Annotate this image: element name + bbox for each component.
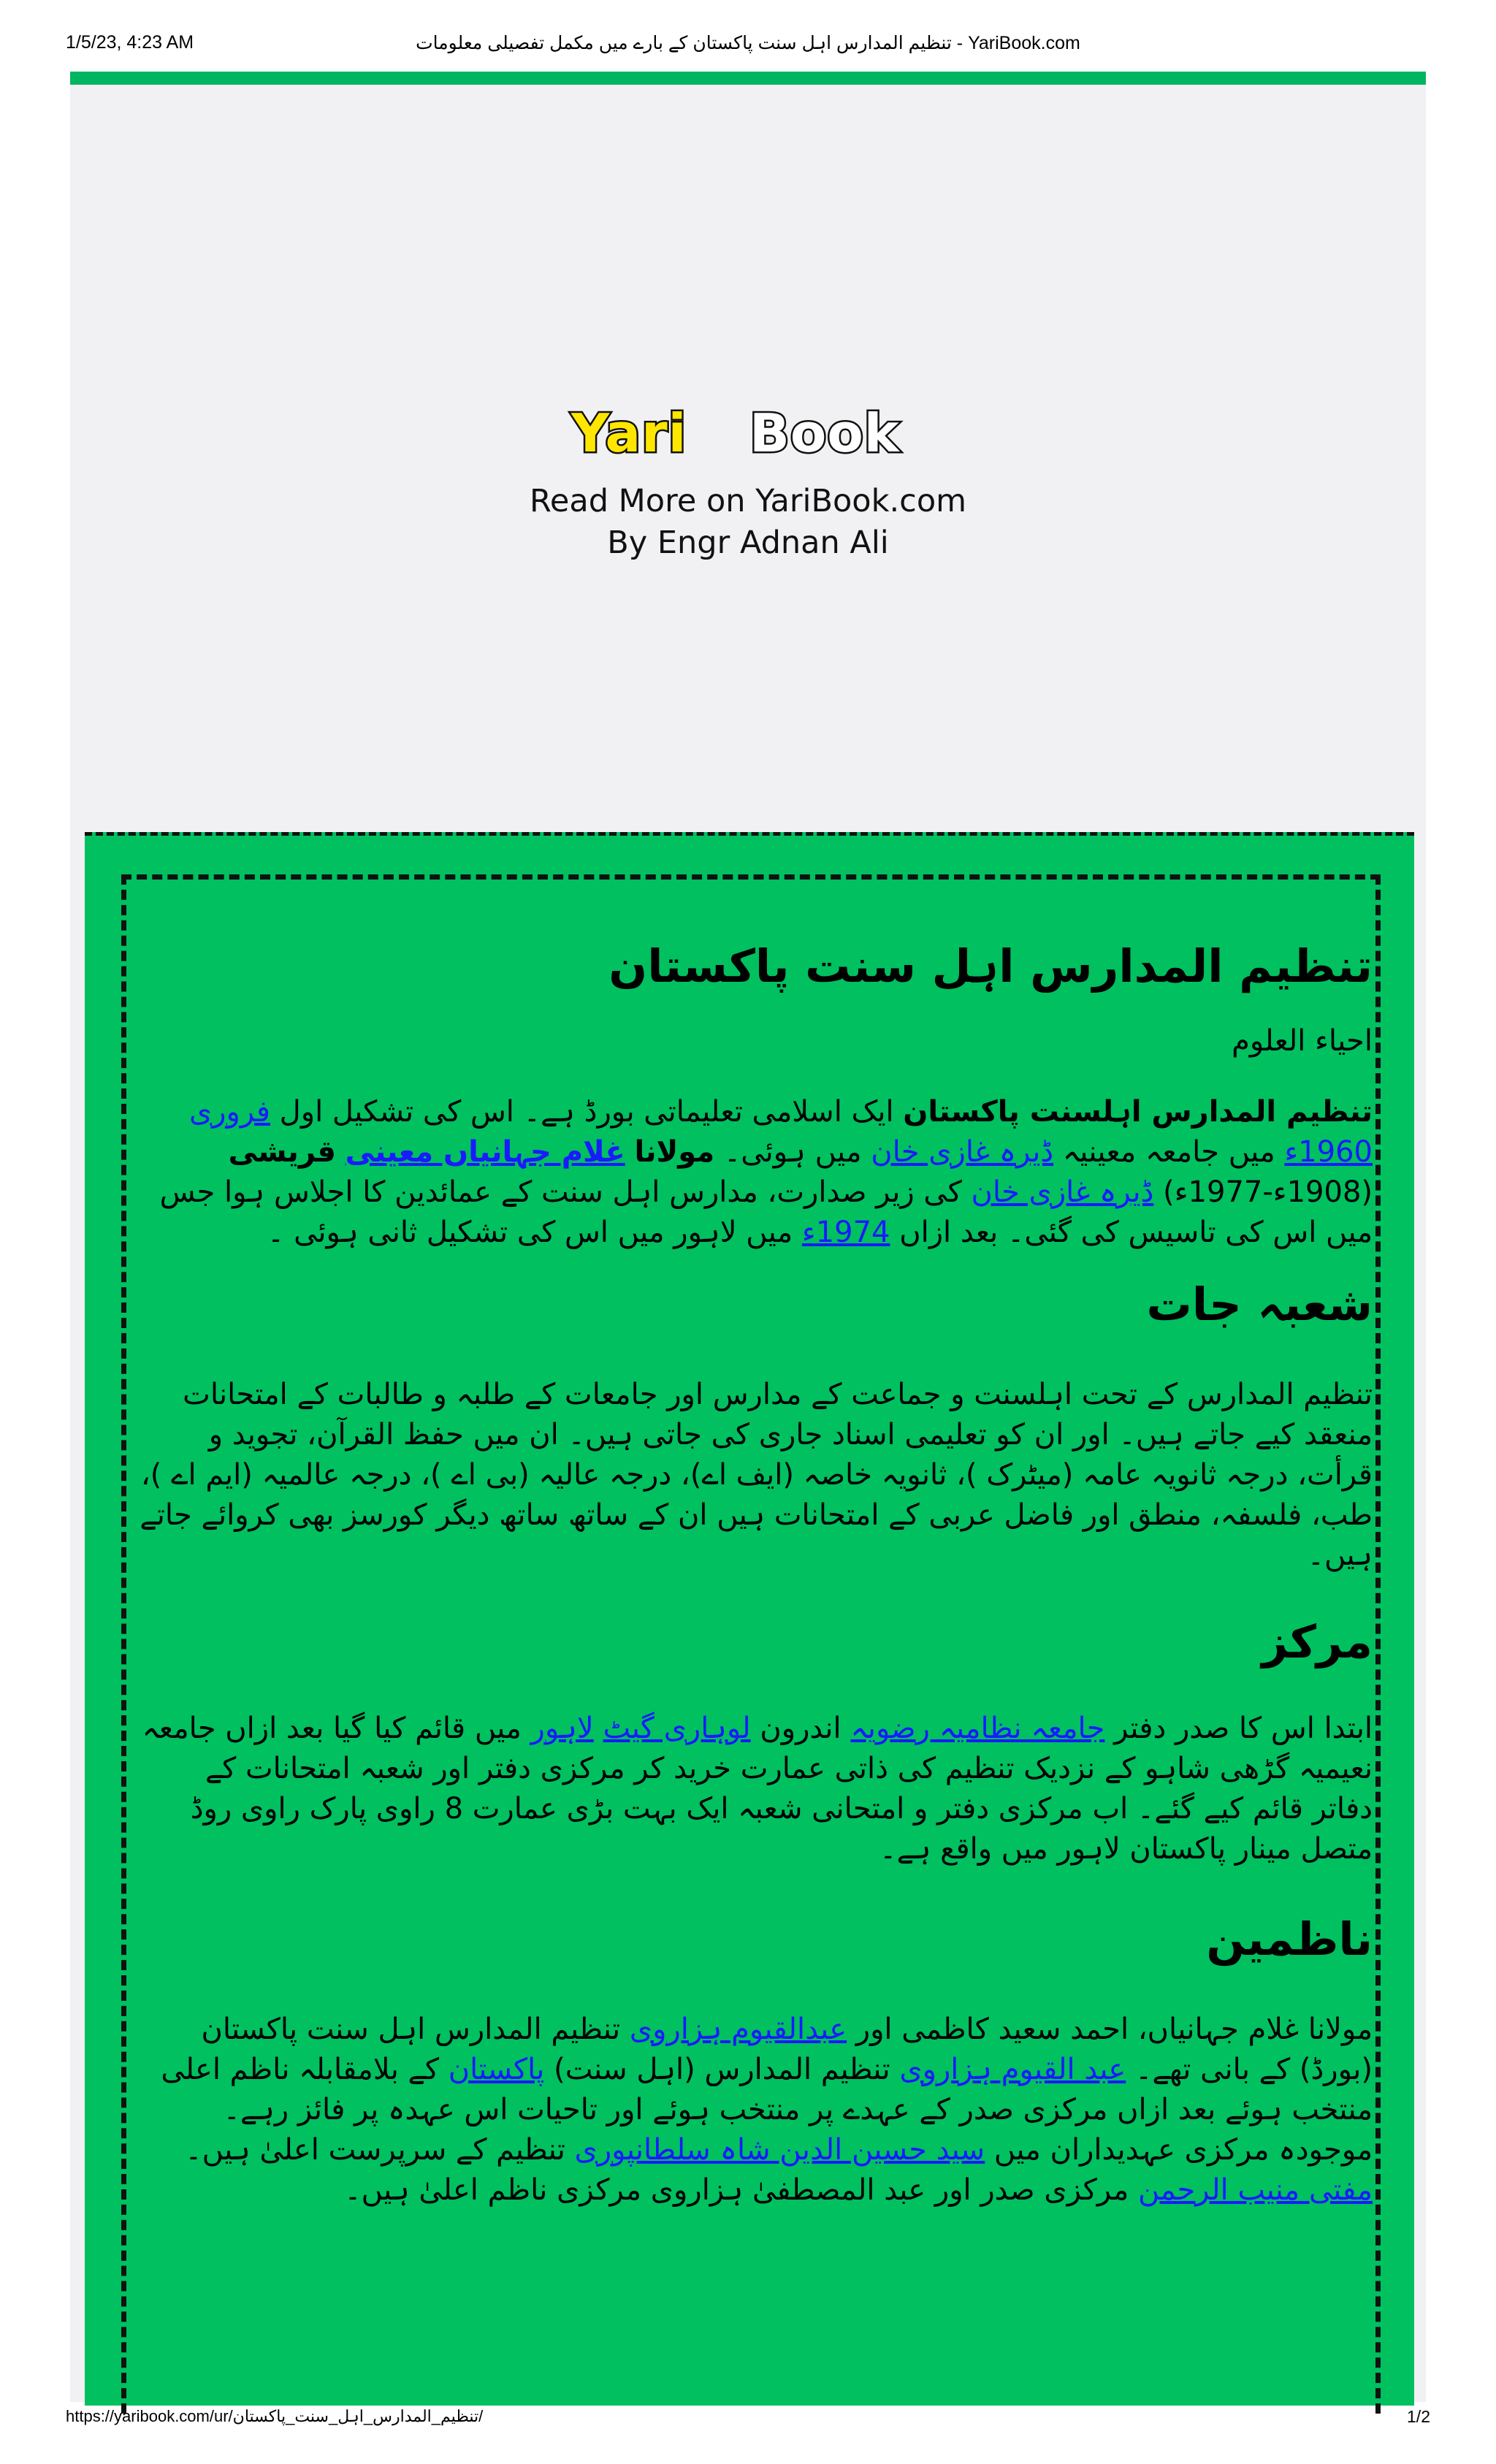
link-1974[interactable]: 1974ء — [801, 1216, 890, 1249]
center-text — [594, 1712, 603, 1745]
heads-text: مرکزی صدر اور عبد المصطفیٰ ہزاروی مرکزی ناظم اعلیٰ ہیں۔ — [344, 2173, 1138, 2207]
page-container — [70, 72, 1426, 2402]
center-text: میں قائم کیا گیا بعد ازاں جامعہ نعیمیہ گڑھی شاہو کے نزدیک تنظیم کی ذاتی عمارت خرید کر مرکزی دفتر اور شعبہ امتحانات کے دفاتر قائم کیے گئے۔ اب مرکزی دفتر و امتحانی شعبہ ایک بہت بڑی عمارت 8 راوی پارک راوی روڈ متصل مینار پاکستان لاہور میں واقع ہے۔ — [142, 1712, 1373, 1866]
heads-paragraph — [138, 2010, 1373, 2211]
intro-text: میں لاہور میں اس کی تشکیل ثانی ہوئی ۔ — [267, 1216, 802, 1249]
intro-paragraph — [138, 1092, 1373, 1253]
heads-text: تنظیم المدارس (اہل سنت) — [544, 2053, 900, 2086]
print-date: 1/5/23, 4:23 AM — [66, 32, 194, 53]
link-1960[interactable]: 1960ء — [1284, 1135, 1373, 1169]
promo-banner — [70, 85, 1426, 832]
center-text: ابتدا اس کا صدر دفتر — [1104, 1712, 1373, 1745]
link-dera-ghazi-khan[interactable]: ڈیرہ غازی خان — [871, 1135, 1054, 1169]
heading-departments: شعبہ جات — [1146, 1278, 1373, 1331]
intro-text: (1908ء-1977ء) — [1153, 1175, 1373, 1209]
logo-text-book: Book — [749, 403, 900, 464]
link-february[interactable]: فروری — [188, 1095, 270, 1129]
intro-text — [625, 1135, 635, 1169]
link-jamia-nizamia[interactable]: جامعہ نظامیہ رضویہ — [850, 1712, 1105, 1745]
link-abdul-qayyum[interactable]: عبدالقیوم ہزاروی — [629, 2013, 847, 2046]
intro-text: کی زیر صدارت، مدارس اہل سنت کے عمائدین کا اجلاس ہوا جس میں اس کی تاسیس کی گئی۔ بعد ازاں — [159, 1175, 1373, 1249]
print-header — [0, 32, 1496, 61]
center-text: اندرون — [750, 1712, 851, 1745]
intro-text — [336, 1135, 346, 1169]
promo-read-more[interactable]: Read More on YariBook.com — [529, 483, 967, 519]
article-subtitle: احیاء العلوم — [1232, 1024, 1373, 1058]
intro-bold-qureshi: قریشی — [228, 1135, 336, 1169]
promo-text — [70, 481, 1426, 564]
link-mufti-muneeb[interactable]: مفتی منیب الرحمن — [1137, 2173, 1373, 2207]
heads-text: تنظیم کے سرپرست اعلیٰ ہیں۔ — [185, 2133, 575, 2167]
article-box — [121, 874, 1381, 2414]
article-title: تنظیم المدارس اہل سنت پاکستان — [608, 939, 1373, 993]
center-paragraph — [138, 1709, 1373, 1869]
print-url: https://yaribook.com/ur/تنظیم_المدارس_اہل_سنت_پاکستان/ — [66, 2407, 484, 2425]
link-lohari-gate[interactable]: لوہاری گیٹ — [603, 1712, 751, 1745]
link-abdul-qayyum-2[interactable]: عبد القیوم ہزاروی — [899, 2053, 1126, 2086]
print-footer — [0, 2407, 1496, 2436]
link-ghulam-jahanian[interactable]: غلام جہانیاں معینی — [345, 1135, 625, 1169]
heads-text: تنظیم المدارس اہل سنت پاکستان (بورڈ) کے بانی تھے۔ — [201, 2013, 1373, 2086]
top-accent-bar — [70, 72, 1426, 85]
intro-bold-maulana: مولانا — [634, 1135, 715, 1169]
intro-text: میں جامعہ معینیہ — [1053, 1135, 1285, 1169]
article-content — [138, 937, 1373, 2211]
heads-text: کے بلامقابلہ ناظم اعلی منتخب ہوئے بعد ازاں مرکزی صدر کے عہدے پر منتخب ہوئے اور تاحیات اس عہدہ پر فائز رہے۔ موجودہ مرکزی عہدیداران میں — [161, 2053, 1373, 2167]
link-dera-ghazi-khan-2[interactable]: ڈیرہ غازی خان — [971, 1175, 1154, 1209]
yaribook-logo[interactable] — [567, 397, 932, 470]
heading-center: مرکز — [1262, 1615, 1373, 1668]
article-area — [85, 832, 1414, 2406]
intro-bold-name: تنظیم المدارس اہلسنت پاکستان — [903, 1095, 1373, 1129]
link-pakistan[interactable]: پاکستان — [448, 2053, 545, 2086]
intro-text: میں ہوئی۔ — [714, 1135, 871, 1169]
link-lahore[interactable]: لاہور — [530, 1712, 594, 1745]
departments-paragraph: تنظیم المدارس کے تحت اہلسنت و جماعت کے مدارس اور جامعات کے طلبہ و طالبات کے امتحانات منعقد کیے جاتے ہیں۔ اور ان کو تعلیمی اسناد جاری کی جاتی ہیں۔ ان میں حفظ القرآن، تجوید و قرأت، درجہ ثانویہ عامہ (میٹرک )، ثانویہ خاصہ (ایف اے)، درجہ عالیہ (بی اے )، درجہ عالمیہ (ایم اے )، طب، فلسفہ، منطق اور فاضل عربی کے امتحانات ہیں ان کے ساتھ ساتھ دیگر کورسز بھی کروائے جاتے ہیں۔ — [140, 1378, 1373, 1572]
heading-heads: ناظمین — [1206, 1912, 1373, 1966]
page-number: 1/2 — [1407, 2407, 1430, 2426]
logo-text-yari: Yari — [571, 403, 687, 464]
print-page-title: تنظیم المدارس اہل سنت پاکستان کے بارے میں مکمل تفصیلی معلومات - YariBook.com — [416, 33, 1080, 53]
promo-author: By Engr Adnan Ali — [607, 525, 889, 561]
intro-text: ایک اسلامی تعلیماتی بورڈ ہے۔ اس کی تشکیل اول — [270, 1095, 904, 1129]
link-syed-hussain[interactable]: سید حسین الدین شاہ سلطانپوری — [574, 2133, 985, 2167]
heads-text: مولانا غلام جہانیاں، احمد سعید کاظمی اور — [847, 2013, 1373, 2046]
